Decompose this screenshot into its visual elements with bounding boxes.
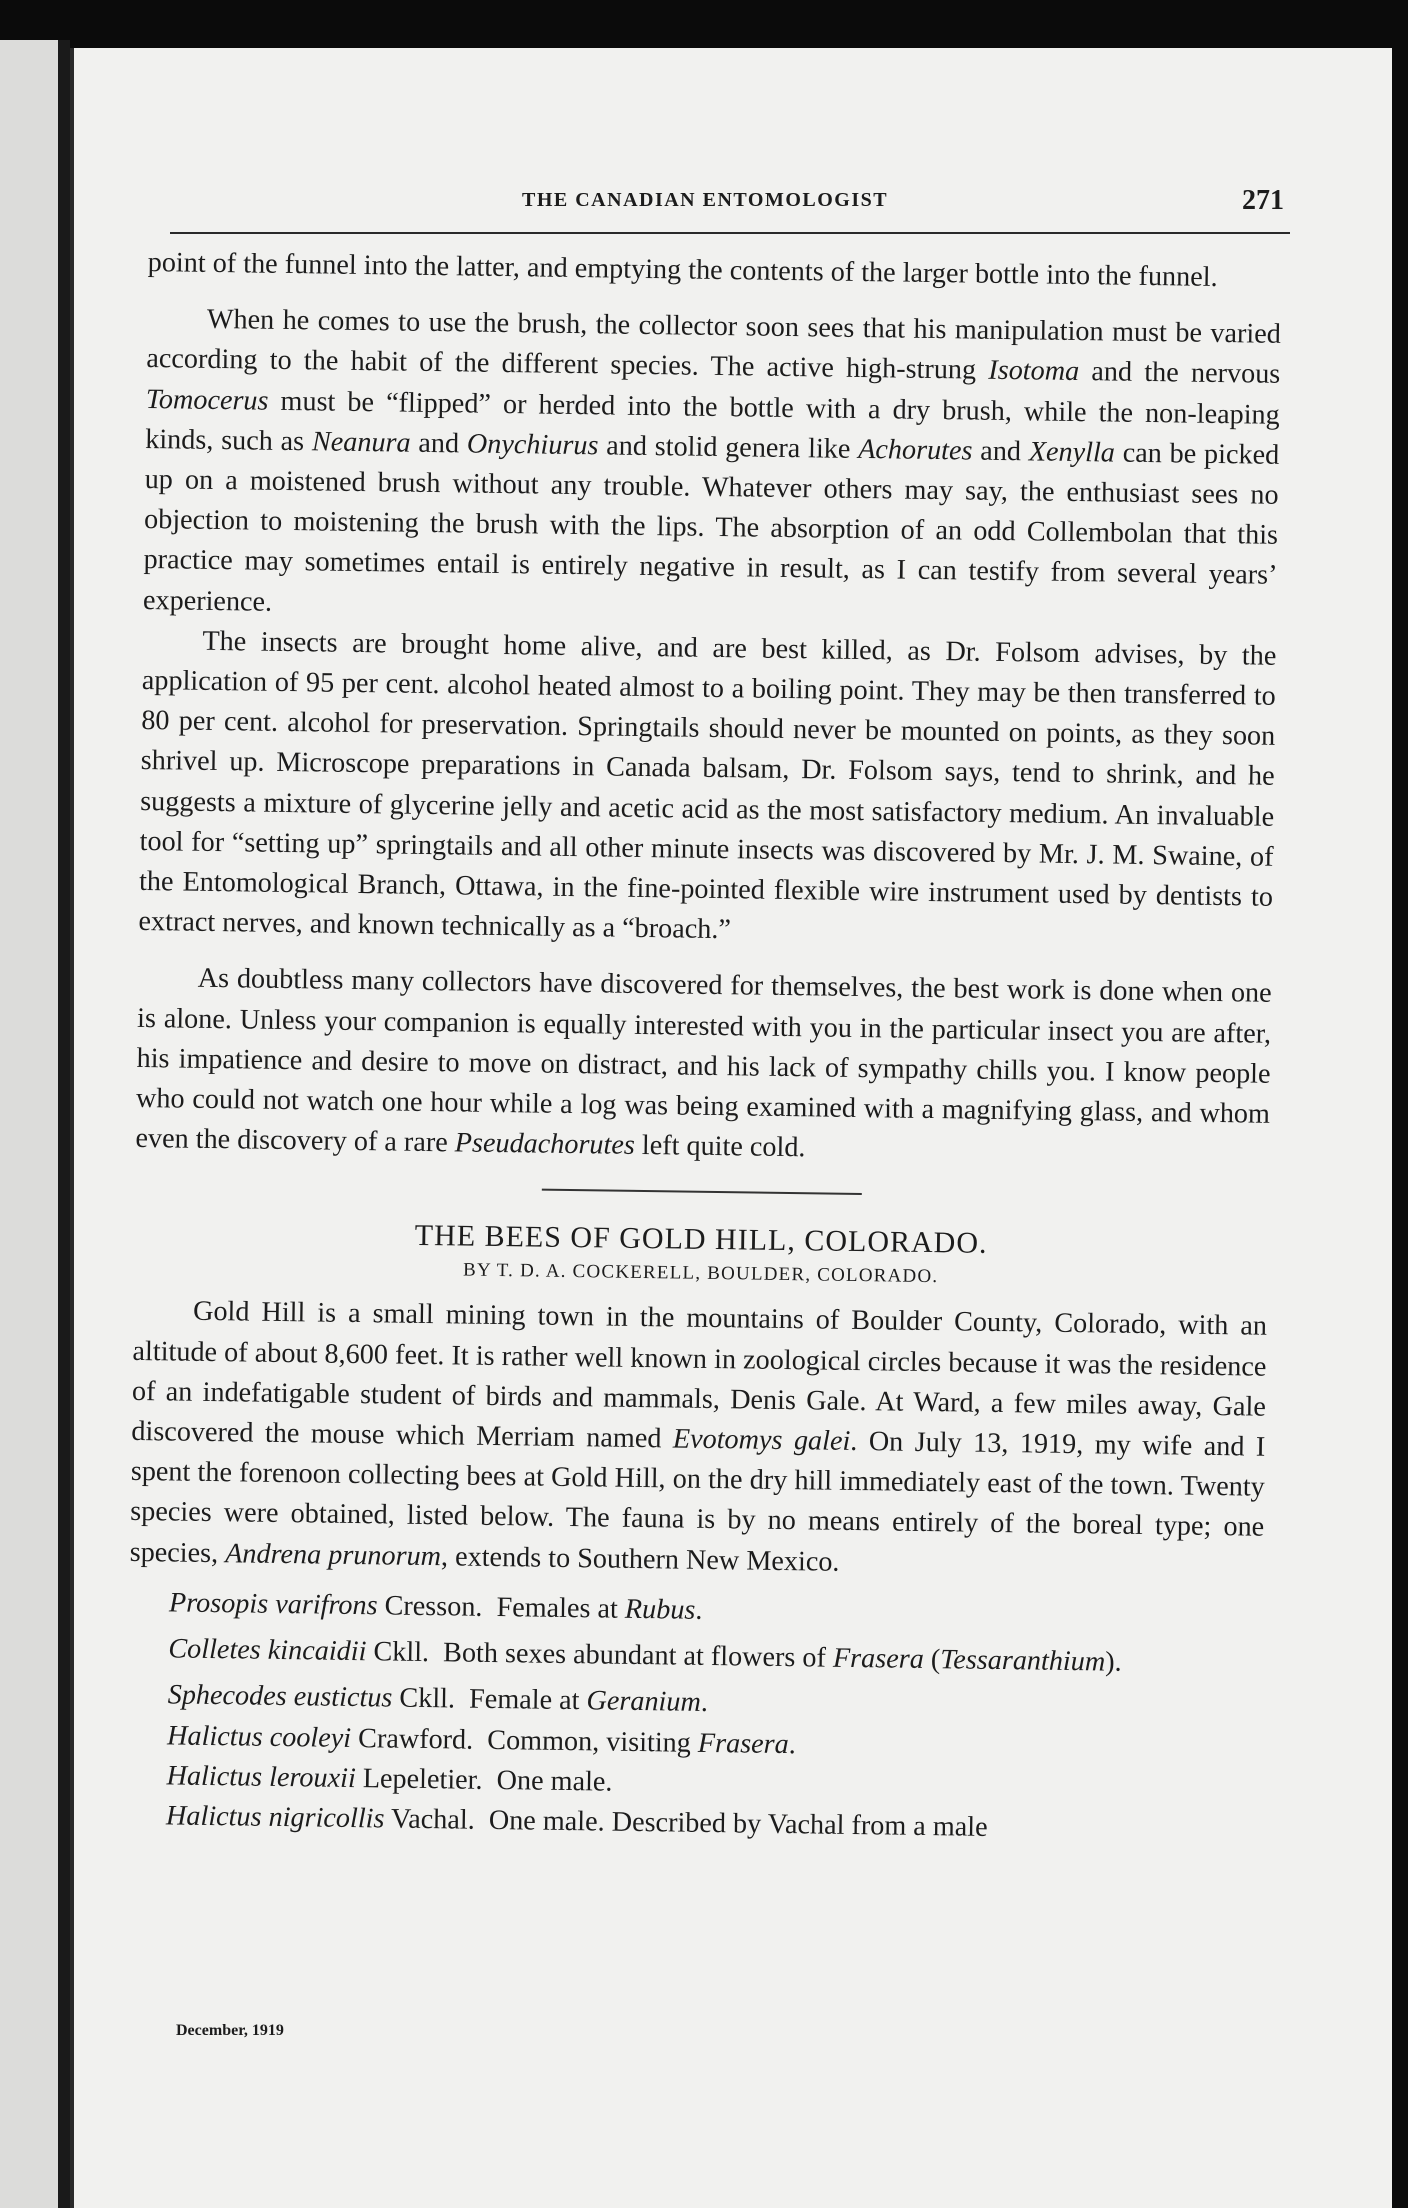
section-divider	[542, 1189, 862, 1195]
species-entry: Colletes kincaidii Ckll. Both sexes abundant at flowers of Frasera (Tessaranthium).	[168, 1633, 1122, 1678]
species-entry: Halictus lerouxii Lepeletier. One male.	[166, 1760, 613, 1798]
page-header	[170, 185, 1290, 235]
paragraph-continued: point of the funnel into the latter, and emptying the contents of the larger bottle into the funnel.	[147, 246, 1218, 293]
paragraph-killing: The insects are brought home alive, and are best killed, as Dr. Folsom advises, by the application of 95 per cent. alcohol heated almost to a boiling point. They may be then transferred to 80 per cent. alcohol for preservation. Springtails should never be mounted on points, as they soon shrivel up. Microscope preparations in Canada balsam, Dr. Folsom says, tend to shrink, and he suggests a mixture of glycerine jelly and acetic acid as the most satisfactory medium. An invaluable tool for “setting up” springtails and all other minute insects was discovered by Mr. J. M. Swaine, of the Entomological Branch, Ottawa, in the fine-pointed flexible wire instrument used by dentists to extract nerves, and known technically as a “broach.”	[138, 625, 1277, 946]
paragraph-alone: As doubtless many collectors have discovered for themselves, the best work is done when one is alone. Unless your companion is equally interested with you in the particular insect you are after, his impatience and desire to move on distract, and his lack of sympathy chills you. I know people who could not watch one hour while a log was being examined with a magnifying glass, and whom even the discovery of a rare Pseudachorutes left quite cold.	[135, 963, 1272, 1164]
page-body	[126, 243, 1282, 1852]
species-entry: Sphecodes eustictus Ckll. Female at Geranium.	[167, 1679, 709, 1719]
article-byline: BY T. D. A. COCKERELL, BOULDER, COLORADO.	[462, 1259, 939, 1288]
species-entry: Prosopis varifrons Cresson. Females at Rubus.	[168, 1587, 703, 1626]
article-title: THE BEES OF GOLD HILL, COLORADO.	[414, 1219, 988, 1261]
species-entry: Halictus nigricollis Vachal. One male. Described by Vachal from a male	[165, 1800, 988, 1843]
species-entry: Halictus cooleyi Crawford. Common, visiting Frasera.	[166, 1719, 797, 1760]
page-number: 271	[1242, 185, 1284, 216]
issue-date: December, 1919	[176, 2022, 284, 2039]
article-intro: Gold Hill is a small mining town in the mountains of Boulder County, Colorado, with an altitude of about 8,600 feet. It is rather well known in zoological circles because it was the residence of an indefatigable student of birds and mammals, Denis Gale. At Ward, a few miles away, Gale discovered the mouse which Merriam named Evotomys galei. On July 13, 1919, my wife and I spent the forenoon collecting bees at Gold Hill, on the dry hill immediately east of the town. Twenty species were obtained, listed below. The fauna is by no means entirely of the boreal type; one species, Andrena prunorum, extends to Southern New Mexico.	[129, 1296, 1268, 1578]
paragraph-brush: When he comes to use the brush, the collector soon sees that his manipulation must be varied according to the habit of the different species. The active high-strung Isotoma and the nervous Tomocerus must be “flipped” or herded into the bottle with a dry brush, while the non-leaping kinds, such as Neanura and Onychiurus and stolid genera like Achorutes and Xenylla can be picked up on a moistened brush without any trouble. Whatever others may say, the enthusiast sees no objection to moistening the brush with the lips. The absorption of an odd Collembolan that this practice may sometimes entail is entirely negative in result, as I can testify from several years’ experience.	[142, 304, 1282, 618]
running-title: THE CANADIAN ENTOMOLOGIST	[522, 189, 889, 211]
header-rule	[170, 232, 1290, 234]
previous-page-edge	[0, 40, 60, 2208]
